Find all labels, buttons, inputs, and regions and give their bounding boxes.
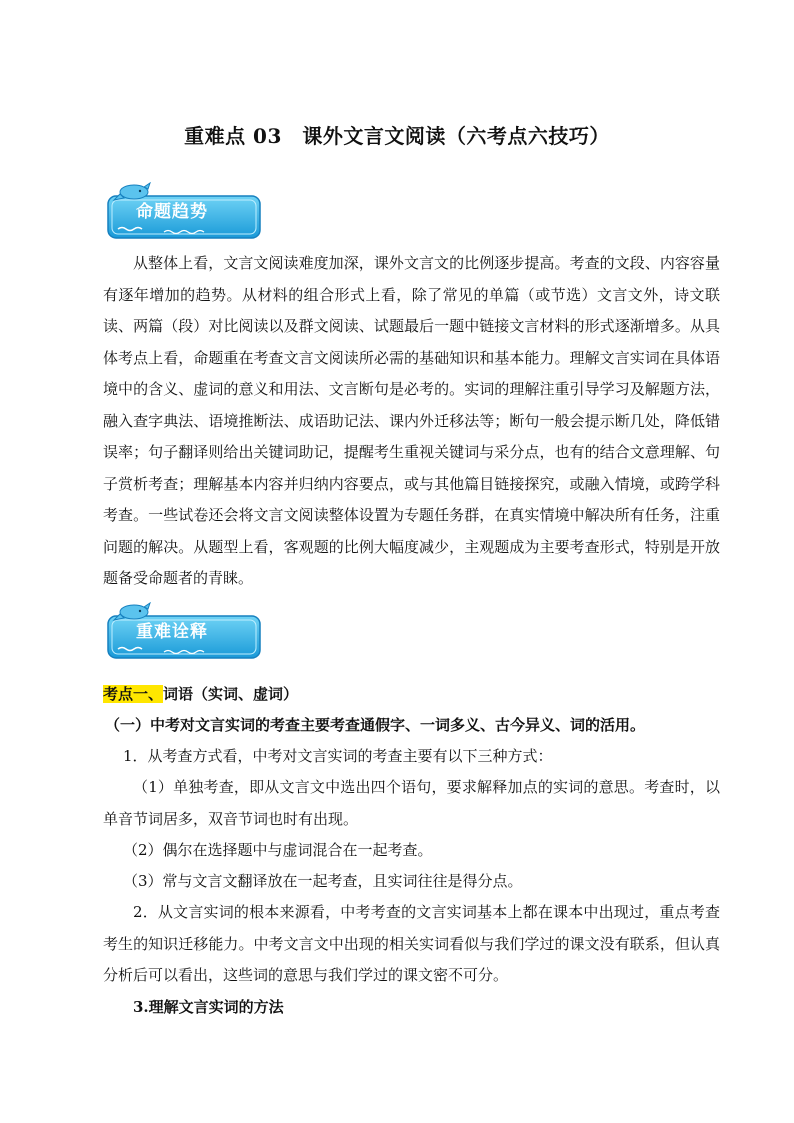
kaodian-title: 词语（实词、虚词）	[163, 685, 299, 703]
analysis-banner-label: 重难诠释	[136, 622, 208, 642]
kaodian-highlight: 考点一、	[103, 685, 164, 703]
sub-heading-1: （一）中考对文言实词的考查主要考查通假字、一词多义、古今异义、词的活用。	[105, 716, 646, 734]
section-body	[103, 679, 720, 1019]
point-1b: （2）偶尔在选择题中与虚词混合在一起考查。	[123, 841, 433, 859]
trend-banner-label: 命题趋势	[136, 202, 208, 222]
point-1a: （1）单独考查，即从文言文中选出四个语句，要求解释加点的实词的意思。考查时，以单音节词居多，双音节词也时有出现。	[103, 778, 720, 828]
analysis-banner	[104, 602, 260, 660]
point-1c: （3）常与文言文翻译放在一起考查，且实词往往是得分点。	[123, 872, 523, 890]
trend-banner	[104, 182, 260, 240]
point-2: 2．从文言实词的根本来源看，中考考查的文言实词基本上都在课本中出现过，重点考查考生的知识迁移能力。中考文言文中出现的相关实词看似与我们学过的课文没有联系，但认真分析后可以看出，这些词的意思与我们学过的课文密不可分。	[103, 903, 720, 984]
point-1: 1．从考查方式看，中考对文言实词的考查主要有以下三种方式：	[123, 747, 553, 765]
trend-paragraph: 从整体上看，文言文阅读难度加深，课外文言文的比例逐步提高。考查的文段、内容容量有逐年增加的趋势。从材料的组合形式上看，除了常见的单篇（或节选）文言文外，诗文联读、两篇（段）对比阅读以及群文阅读、试题最后一题中链接文言材料的形式逐渐增多。从具体考点上看，命题重在考查文言文阅读所必需的基础知识和基本能力。理解文言实词在具体语境中的含义、虚词的意义和用法、文言断句是必考的。实词的理解注重引导学习及解题方法，融入查字典法、语境推断法、成语助记法、课内外迁移法等；断句一般会提示断几处，降低错误率；句子翻译则给出关键词助记，提醒考生重视关键词与采分点，也有的结合文意理解、句子赏析考查；理解基本内容并归纳内容要点，或与其他篇目链接探究，或融入情境，或跨学科考查。一些试卷还会将文言文阅读整体设置为专题任务群，在真实情境中解决所有任务，注重问题的解决。从题型上看，客观题的比例大幅度减少，主观题成为主要考查形式，特别是开放题备受命题者的青睐。	[103, 254, 720, 587]
kaodian-heading	[103, 679, 298, 711]
point-3: 3.理解文言实词的方法	[133, 998, 284, 1016]
page-title: 重难点 03 课外文言文阅读（六考点六技巧）	[184, 124, 610, 148]
